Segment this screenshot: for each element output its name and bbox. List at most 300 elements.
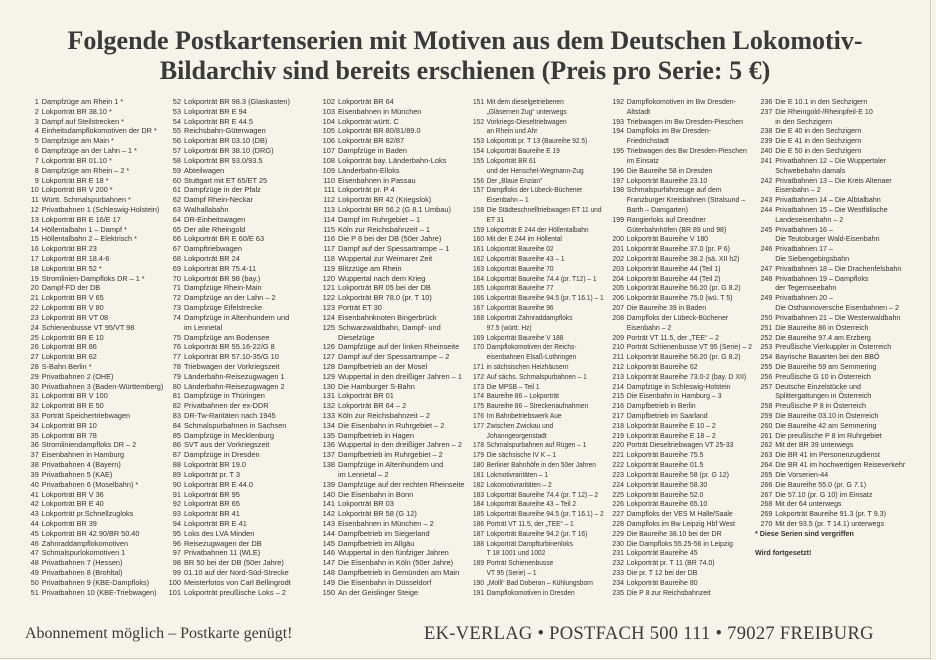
series-number: 242 [760, 175, 773, 185]
list-item [755, 146, 905, 156]
series-number: 265 [760, 469, 773, 479]
series-title: Abteilwagen [184, 165, 225, 175]
series-title: DR-Einheitswagen [184, 214, 246, 224]
list-item [167, 283, 291, 293]
series-title: Die Baureihe 03.10 in Österreich [775, 411, 879, 420]
series-title: Mit der E 244 im Höllental [486, 234, 562, 244]
series-number: 140 [322, 489, 335, 499]
series-number: 16 [30, 244, 39, 254]
list-item [755, 470, 905, 480]
series-title: Dampfzüge in Altenhundem und [184, 312, 290, 322]
series-title: Stromlinien-Dampfloks DR – 1 * [41, 273, 145, 283]
list-item [167, 588, 291, 598]
series-title: Privatbahnen 3 (Baden-Württemberg) [41, 381, 164, 391]
list-item [317, 97, 465, 107]
series-number: 135 [322, 430, 335, 440]
series-title: Lokporträt BR E 50 [41, 401, 104, 411]
series-title: Lokporträt Baureihe 44 (Teil 2) [626, 273, 721, 283]
list-item [167, 244, 291, 254]
series-number: 49 [30, 568, 39, 577]
series-title: Lokporträt Baureihe E 18 – 2 [626, 430, 716, 440]
series-title: Lokporträt Baureihe 75.5 [626, 450, 704, 460]
list-item [167, 401, 291, 411]
series-title: Dampfzüge Rhein-Main [184, 283, 262, 293]
series-number: 120 [322, 273, 335, 283]
series-title: Schmalspurlokomotiven 1 [41, 548, 126, 558]
list-item [468, 313, 604, 323]
series-number: 9 [34, 175, 39, 185]
series-title: Wuppertal in den fünfziger Jahren [338, 548, 449, 558]
series-title: Lokporträt BR 24 [184, 254, 240, 263]
series-number: 116 [323, 234, 335, 244]
series-title: Die P 8 bei der DB (50er Jahre) [338, 234, 442, 244]
list-item [755, 411, 905, 421]
series-title: Privatbahnen 20 – [775, 293, 833, 303]
series-title: Preußische G 10 in Österreich [775, 371, 871, 381]
series-title: Die Vorserien-44 [775, 469, 829, 479]
list-item-continuation [607, 225, 752, 235]
series-number: 81 [172, 391, 181, 401]
series-number: 122 [322, 293, 335, 303]
series-number: 180 [473, 460, 485, 470]
list-item [25, 440, 163, 450]
series-number: 126 [322, 342, 335, 352]
series-number: 95 [172, 528, 181, 538]
series-title: Deutsche Einzelstücke und [775, 381, 861, 391]
list-item [755, 352, 905, 362]
list-item [755, 460, 905, 470]
series-number: 78 [172, 361, 181, 371]
series-title: Dampf im Ruhrgebiet – 1 [338, 214, 421, 224]
series-title: Die Eisenbahn in Hamburg – 3 [626, 391, 722, 401]
series-number: 176 [473, 411, 485, 420]
series-number: 246 [760, 244, 773, 254]
series-title: Eisenbahnen in Passau [338, 175, 416, 185]
series-column-3 [317, 97, 465, 597]
series-number: 101 [168, 587, 181, 597]
series-number: 11 [31, 195, 39, 205]
list-item-continuation [317, 333, 465, 343]
list-item [607, 450, 752, 460]
series-number: 112 [323, 195, 335, 205]
list-item [468, 440, 604, 450]
list-item [755, 195, 905, 205]
series-title: Dampflokomotiven im Bw Dresden- [626, 97, 736, 106]
list-item [317, 254, 465, 264]
list-item [468, 234, 604, 244]
series-title: Triebwagen des Bw Dresden-Pieschen [626, 146, 747, 156]
series-title: Dampfzüge am Main * [41, 136, 114, 146]
series-title: Dampfzüge auf der rechten Rheinseite [338, 479, 465, 489]
list-item [25, 480, 163, 490]
list-item [468, 470, 604, 480]
series-number: 170 [473, 342, 485, 352]
list-item [607, 264, 752, 274]
series-number: 77 [172, 352, 181, 362]
series-title: Privatbahnen 17 – [775, 244, 833, 254]
series-title: Friedrichstadt [626, 136, 669, 146]
series-number: 163 [473, 263, 485, 273]
series-title: Johanngeorgenstadt [486, 430, 547, 440]
series-title: Privatbahnen 18 – Die Drachenfelsbahn [775, 263, 902, 273]
list-item-continuation [755, 391, 905, 401]
series-title: Lokporträt BR 55.16-22/G 8 [184, 342, 275, 352]
series-number: 104 [322, 116, 335, 126]
series-number: 62 [172, 195, 181, 205]
series-title: Landeseisenbahn – 2 [775, 214, 844, 224]
series-title: Lokporträt BR 95 [184, 489, 240, 499]
series-number: 48 [30, 558, 39, 568]
series-title: Lokporträt BR 65 [184, 499, 240, 509]
list-item [755, 499, 905, 509]
series-title: Privatbahnen 12 – Die Wuppertaler [775, 155, 887, 165]
series-title: Porträt VT 11.5, der „TEE“ – 1 [486, 518, 574, 528]
series-number: 197 [612, 175, 624, 185]
series-number: 164 [473, 273, 485, 283]
series-number: 211 [612, 352, 624, 362]
series-title: Stuttgart mit ET 65/ET 25 [184, 175, 268, 185]
series-title: Lokporträt E 244 der Höllentalbahn [486, 224, 589, 234]
series-title: Zwischen Zwickau und [486, 420, 554, 430]
list-item [468, 333, 604, 343]
series-title: Privatbahnen 4 (Bayern) [41, 460, 121, 470]
list-item [317, 480, 465, 490]
list-item [755, 490, 905, 500]
series-number: 230 [612, 538, 624, 548]
list-item [167, 293, 291, 303]
series-title: Lokporträt BR 98.3 (Glaskasten) [184, 97, 290, 106]
list-item [317, 578, 465, 588]
series-title: Lokporträt BR E 16/E 17 [41, 214, 121, 224]
series-number: 267 [760, 489, 773, 499]
list-item [468, 382, 604, 392]
list-item [468, 117, 604, 127]
series-number: 68 [172, 254, 181, 263]
list-item [468, 146, 604, 156]
list-item [468, 421, 604, 431]
list-item [25, 548, 163, 558]
list-item [607, 293, 752, 303]
series-title: Dampflokomotiven in Dresden [486, 587, 575, 597]
list-item [167, 264, 291, 274]
list-item [317, 421, 465, 431]
list-item [167, 303, 291, 313]
series-number: 97 [172, 548, 181, 558]
series-number: 231 [612, 548, 624, 558]
list-item [167, 342, 291, 352]
series-title: Länderbahn-Reisezugwagen 1 [184, 371, 285, 381]
series-number: 160 [473, 234, 485, 244]
series-number: 157 [473, 185, 485, 195]
list-item [317, 450, 465, 460]
series-number: 46 [30, 538, 39, 548]
series-number: 254 [760, 352, 773, 362]
series-title: Lokporträt BR E 40 [41, 499, 104, 509]
list-item [167, 362, 291, 372]
list-item [317, 558, 465, 568]
series-number: 88 [172, 460, 181, 470]
list-item-continuation [468, 126, 604, 136]
series-title: Lokporträt BR 23 [41, 244, 97, 254]
list-item [317, 490, 465, 500]
list-item [607, 274, 752, 284]
series-number: 90 [172, 479, 181, 489]
series-title: Dampfzüge an der Lahn – 2 [184, 293, 276, 303]
series-number: 185 [473, 509, 485, 519]
list-item [25, 470, 163, 480]
series-title: Dampfzüge auf der linken Rheinseite [338, 342, 460, 352]
list-item [607, 126, 752, 136]
series-number: 198 [612, 185, 624, 195]
series-title: Lokporträt pr. T 13 (Baureihe 92.5) [486, 136, 588, 146]
series-number: 82 [172, 401, 181, 411]
list-item [317, 274, 465, 284]
series-title: Die E 40 in den Sechzigern [775, 126, 862, 136]
list-item [468, 97, 604, 107]
series-title: Lokporträt BR V 200 * [41, 185, 113, 195]
series-number: 261 [760, 430, 773, 440]
series-number: 220 [612, 440, 624, 450]
series-title: Lokporträt BR V 65 [41, 293, 104, 303]
list-item [317, 166, 465, 176]
series-number: 193 [612, 116, 624, 126]
list-item [167, 440, 291, 450]
list-item [468, 254, 604, 264]
series-title: an Rhein und Ahr [486, 126, 538, 136]
page-title [0, 26, 930, 86]
series-title: Wuppertal nach dem Krieg [338, 273, 426, 283]
list-item [317, 313, 465, 323]
series-number: 57 [172, 146, 181, 156]
series-number: 236 [760, 97, 773, 106]
list-item [607, 421, 752, 431]
series-title: Die P 8 zur Reichsbahnzeit [626, 587, 711, 597]
series-title: Lokporträt Baureihe V 180 [626, 234, 709, 244]
list-item [607, 372, 752, 382]
list-item [468, 244, 604, 254]
series-number: 94 [172, 518, 181, 528]
series-title: Privatbahnen 1 (Schleswig-Holstein) [41, 204, 160, 214]
list-item [607, 303, 752, 313]
list-item [25, 578, 163, 588]
series-number: 234 [612, 577, 624, 587]
series-title: Die Osthannoversche Eisenbahnen – 2 [775, 303, 899, 313]
series-number: 266 [760, 479, 773, 489]
series-title: Auf sächs. Schmalspurbahnen – 1 [486, 371, 587, 381]
title-line-1: Folgende Postkartenserien mit Motiven aus dem Deutschen Lokomotiv- [67, 26, 863, 55]
series-title: Lokporträt Baureihe 37.0 (pr. P 6) [626, 244, 730, 254]
series-number: 38 [30, 460, 39, 470]
series-number: 145 [322, 538, 335, 548]
series-number: 214 [612, 381, 624, 391]
series-title: Zahnraddampflokomotiven [41, 538, 129, 548]
list-item [25, 254, 163, 264]
series-title: Lokporträt BR 03.10 (DB) [184, 136, 268, 146]
series-number: 89 [172, 469, 181, 479]
series-number: 187 [473, 528, 485, 538]
series-number: 72 [172, 293, 181, 303]
series-number: 205 [612, 283, 624, 293]
list-item [317, 519, 465, 529]
series-number: 148 [322, 568, 335, 577]
series-number: 217 [612, 411, 624, 420]
list-item [755, 382, 905, 392]
series-title: Die BR 41 im Personenzugdienst [775, 450, 880, 460]
series-title: BR 50 bei der DB (50er Jahre) [184, 558, 284, 568]
series-number: 1 [34, 97, 39, 106]
series-number: 60 [172, 175, 181, 185]
list-item [25, 244, 163, 254]
list-item [25, 529, 163, 539]
series-number: 248 [760, 273, 773, 283]
list-item-continuation [468, 166, 604, 176]
list-item [755, 421, 905, 431]
series-title: Lokporträt BR 82/87 [338, 136, 405, 146]
list-item [607, 470, 752, 480]
series-title: Lokporträt BR E 44.5 [184, 116, 254, 126]
series-number: 188 [473, 538, 485, 548]
series-title: Lokporträt Baureihe 94.5 (pr. T 16.1) – 1 [486, 293, 604, 303]
series-number: 158 [473, 204, 485, 214]
list-item [607, 578, 752, 588]
series-title: Lokporträt BR 61 [486, 155, 537, 165]
series-number: 70 [172, 273, 181, 283]
list-item [607, 401, 752, 411]
series-title: Lokporträt Baureihe 94.2 (pr. T 16) [486, 528, 588, 538]
series-title: Porträt Schienenbusse [486, 558, 554, 568]
series-title: Privatbahnen 10 (KBE-Triebwagen) [41, 587, 157, 597]
list-item [607, 588, 752, 598]
series-number: 182 [473, 479, 485, 489]
series-number: 224 [612, 479, 624, 489]
series-number: 154 [473, 146, 485, 156]
series-title: Dampfbetrieb an der Mosel [338, 361, 428, 371]
series-number: 215 [612, 391, 624, 401]
list-item [25, 126, 163, 136]
series-number: 8 [34, 165, 39, 175]
series-title: Lokporträt BR 86 [41, 342, 97, 352]
series-title: Die Baureihe 58 in Dresden [626, 165, 713, 175]
series-title: Dampf-FD der DB [41, 283, 101, 293]
series-title: Wuppertal in den dreißiger Jahren – 1 [338, 371, 462, 381]
series-number: 232 [612, 558, 624, 568]
series-number: 179 [473, 450, 485, 460]
series-title: Dampfbetrieb in Berlin [626, 401, 696, 411]
series-number: 91 [172, 489, 181, 499]
series-note [755, 548, 905, 558]
list-item-continuation [755, 185, 905, 195]
series-title: Die Eisenbahn in Köln (50er Jahre) [338, 558, 454, 568]
series-title: Privatbahnen 9 (KBE-Dampfloks) [41, 577, 150, 587]
series-number: 86 [172, 440, 181, 450]
series-number: 228 [612, 518, 624, 528]
series-title: Dampfzüge in Schleswig-Holstein [626, 381, 731, 391]
series-title: Lokporträt Baureihe 02 [486, 244, 554, 254]
list-item [25, 234, 163, 244]
series-number: 42 [30, 499, 39, 509]
series-title: Privatbahnen 8 (Brohltal) [41, 568, 123, 577]
series-number: 24 [30, 322, 39, 332]
series-number: 36 [30, 440, 39, 450]
series-number: 222 [612, 460, 624, 470]
list-item [25, 313, 163, 323]
series-number: 73 [172, 303, 181, 313]
series-number: 74 [172, 312, 181, 322]
series-number: 175 [473, 401, 485, 411]
series-number: 209 [612, 332, 624, 342]
list-item [317, 264, 465, 274]
series-title: in sächsischen Heizhäusern [486, 361, 569, 371]
list-item [25, 431, 163, 441]
series-title: Lokmotivraritäten – 1 [486, 469, 549, 479]
series-title: Dampfzüge Eifelstrecke [184, 303, 263, 313]
series-title: im Einsatz [626, 155, 659, 165]
series-number: 150 [322, 587, 335, 597]
series-title: Lokporträt Baureihe 38.2 (sä. XII h2) [626, 254, 740, 263]
list-item [755, 323, 905, 333]
list-item [167, 136, 291, 146]
series-title: Dampfzüge in Thüringen [184, 391, 265, 401]
list-item [468, 274, 604, 284]
list-item-continuation [167, 323, 291, 333]
list-item [468, 499, 604, 509]
series-title: Lokporträt Baureihe 01.5 [626, 460, 704, 470]
series-title: Lokporträt Baureihe 45 [626, 548, 698, 558]
series-title: Die preußische P 8 im Ruhrgebiet [775, 430, 882, 440]
list-item-continuation [607, 205, 752, 215]
series-number: 256 [760, 371, 773, 381]
series-title: Lokporträt BR VT 08 [41, 312, 109, 322]
series-number: 4 [34, 126, 39, 136]
series-number: 153 [473, 136, 485, 146]
series-title: Mit der BR 39 unterwegs [775, 440, 854, 450]
series-title: Loks des LVA Minden [184, 528, 255, 538]
series-number: 6 [34, 146, 39, 156]
list-item [317, 225, 465, 235]
series-number: 269 [760, 509, 773, 519]
list-item [468, 185, 604, 195]
series-title: Der „Blaue Enzian“ [486, 175, 543, 185]
list-item-continuation [468, 548, 604, 558]
series-number: 210 [612, 342, 624, 352]
series-number: 19 [30, 273, 39, 283]
series-number: 218 [612, 420, 624, 430]
list-item [167, 205, 291, 215]
list-item [167, 166, 291, 176]
series-title: Eisenbahnen in München [338, 106, 422, 116]
series-title: Bayrische Bauarten bei den BBÖ [775, 352, 880, 362]
series-title: Eisenbahnknoten Bingerbrück [338, 312, 437, 322]
list-item [317, 136, 465, 146]
list-item-continuation [468, 431, 604, 441]
list-item [317, 391, 465, 401]
list-item-continuation [468, 215, 604, 225]
list-item [755, 107, 905, 117]
series-number: 196 [612, 165, 624, 175]
series-title: Köln zur Reichsbahnzeit – 1 [338, 224, 431, 234]
list-item [317, 303, 465, 313]
series-number: 67 [172, 244, 181, 254]
series-title: Schmalspurfahrzeuge auf dem [626, 185, 722, 195]
series-title: Lokporträt BR E 44.0 [184, 479, 254, 489]
series-title: Die Baureihe 59 am Semmering [775, 361, 877, 371]
series-title: Blitzzüge am Rhein [338, 263, 402, 273]
series-title: Lokporträt Baureihe E 10 – 2 [626, 420, 716, 430]
series-number: 102 [322, 97, 335, 106]
series-title: Stromliniendampfloks DR – 2 [41, 440, 137, 450]
series-title: Dampf auf Steilstrecken * [41, 116, 124, 126]
list-item [317, 548, 465, 558]
